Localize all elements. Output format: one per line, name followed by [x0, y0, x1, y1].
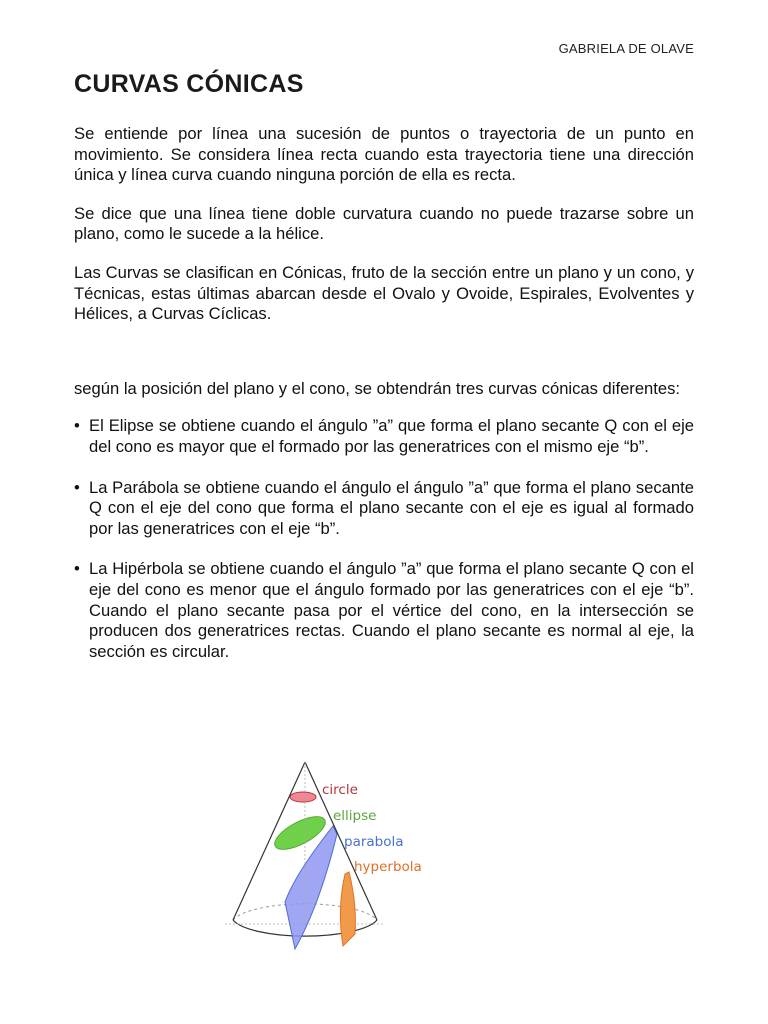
parabola-label: parabola	[344, 834, 404, 850]
list-item-text: La Hipérbola se obtiene cuando el ángulo ”a” que forma el plano secante Q con el eje del cono es menor que el ángulo formado por las generatrices con el eje “b”. Cuando el plano secante pasa por el vértice del cono, en la intersección se producen dos generatrices rectas. Cuando el plano secante es normal al eje, la sección es circular.	[89, 559, 694, 661]
circle-label: circle	[322, 782, 358, 798]
hyperbola-label: hyperbola	[354, 859, 422, 875]
paragraph-linea: Se entiende por línea una sucesión de puntos o trayectoria de un punto en movimiento. Se considera línea recta cuando esta trayectoria tiene una dirección única y línea curva cuando ninguna porción de ella es recta.	[74, 124, 694, 185]
hyperbola-section	[340, 872, 355, 946]
conic-sections-figure	[225, 754, 445, 964]
list-item-elipse	[74, 416, 694, 457]
list-item-hiperbola	[74, 559, 694, 662]
author-name: GABRIELA DE OLAVE	[558, 41, 694, 56]
bullet-icon: •	[74, 477, 80, 497]
conic-curves-list	[74, 416, 694, 662]
paragraph-clasificacion: Las Curvas se clasifican en Cónicas, fruto de la sección entre un plano y un cono, y Técnicas, estas últimas abarcan desde el Ovalo y Ovoide, Espirales, Evolventes y Hélices, a Curvas Cíclicas.	[74, 262, 694, 324]
bullet-icon: •	[74, 416, 80, 436]
ellipse-label: ellipse	[333, 808, 377, 824]
list-item-text: La Parábola se obtiene cuando el ángulo el ángulo ”a” que forma el plano secante Q con el eje del cono que forma el plano secante con el eje es igual al formado por las generatrices con el eje “b”.	[89, 477, 694, 538]
document-body	[74, 124, 694, 682]
paragraph-posicion-plano: según la posición del plano y el cono, se obtendrán tres curvas cónicas diferentes:	[74, 378, 681, 398]
bullet-icon: •	[74, 559, 80, 579]
list-item-parabola	[74, 478, 694, 540]
cone-diagram	[225, 754, 445, 964]
list-item-text: El Elipse se obtiene cuando el ángulo ”a” que forma el plano secante Q con el eje del cono es mayor que el formado por las generatrices con el mismo eje “b”.	[89, 416, 694, 456]
circle-section	[290, 792, 316, 802]
page-title: CURVAS CÓNICAS	[74, 70, 304, 98]
paragraph-doble-curvatura: Se dice que una línea tiene doble curvatura cuando no puede trazarse sobre un plano, como le sucede a la hélice.	[74, 203, 694, 244]
